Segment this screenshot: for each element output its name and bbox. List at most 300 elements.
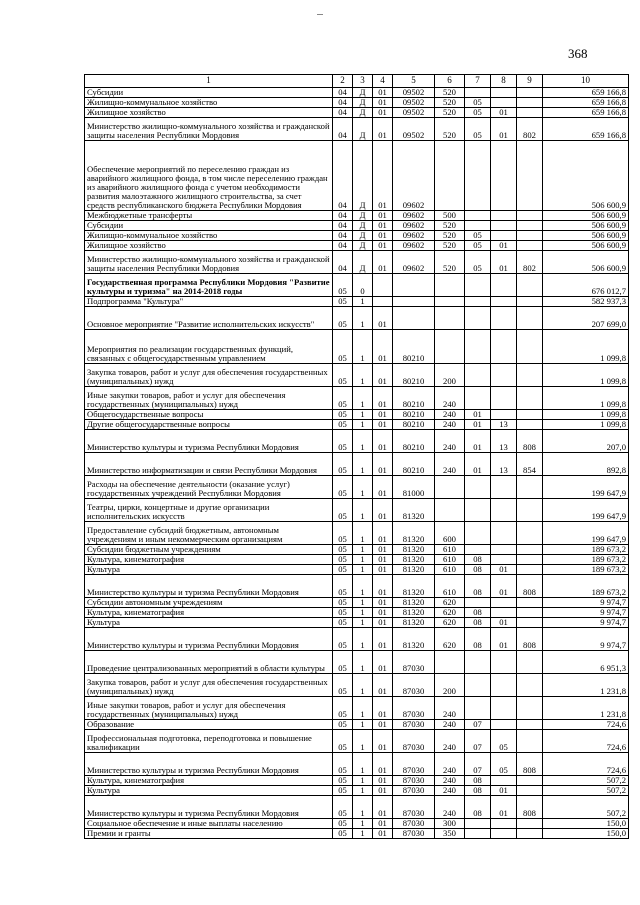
table-row — [85, 251, 629, 274]
row-code-cell: 300 — [435, 819, 465, 829]
row-sum-cell: 189 673,2 — [543, 575, 629, 598]
table-row — [85, 697, 629, 720]
row-code-cell: 1 — [353, 753, 373, 776]
row-name-cell: Профессиональная подготовка, переподготовка и повышение квалификации — [85, 730, 333, 753]
row-code-cell: 01 — [373, 608, 393, 618]
row-name-cell: Министерство культуры и туризма Республики Мордовия — [85, 753, 333, 776]
row-code-cell: 01 — [373, 231, 393, 241]
row-code-cell: Д — [353, 108, 373, 118]
table-row — [85, 221, 629, 231]
row-code-cell — [465, 598, 491, 608]
row-sum-cell: 9 974,7 — [543, 598, 629, 608]
row-name-cell: Министерство культуры и туризма Республики Мордовия — [85, 430, 333, 453]
row-sum-cell: 1 099,8 — [543, 387, 629, 410]
row-code-cell — [491, 231, 517, 241]
row-code-cell — [465, 88, 491, 98]
row-code-cell: 07 — [465, 730, 491, 753]
row-code-cell: 1 — [353, 364, 373, 387]
row-code-cell — [465, 274, 491, 297]
row-code-cell — [517, 88, 543, 98]
scan-mark — [317, 14, 323, 15]
row-code-cell: 610 — [435, 575, 465, 598]
row-sum-cell: 659 166,8 — [543, 98, 629, 108]
row-code-cell: 05 — [333, 297, 353, 307]
row-code-cell: 05 — [333, 565, 353, 575]
row-sum-cell: 507,2 — [543, 796, 629, 819]
row-code-cell: 520 — [435, 88, 465, 98]
row-sum-cell: 9 974,7 — [543, 608, 629, 618]
row-code-cell: 08 — [465, 618, 491, 628]
row-name-cell: Обеспечение мероприятий по переселению граждан из аварийного жилищного фонда, в том числе переселению граждан из аварийного жилищного фонда с учетом необходимости развития малоэтажного жилищного строительства, за счет средств республиканского бюджета Республики Мордовия — [85, 141, 333, 211]
table-row — [85, 476, 629, 499]
row-name-cell: Министерство информатизации и связи Республики Мордовия — [85, 453, 333, 476]
row-code-cell — [491, 522, 517, 545]
row-code-cell — [465, 651, 491, 674]
row-code-cell — [517, 545, 543, 555]
row-code-cell: 200 — [435, 674, 465, 697]
row-code-cell — [491, 476, 517, 499]
row-code-cell: 01 — [373, 545, 393, 555]
row-code-cell — [373, 297, 393, 307]
row-code-cell: 808 — [517, 753, 543, 776]
row-code-cell: 600 — [435, 522, 465, 545]
row-code-cell: 04 — [333, 251, 353, 274]
row-code-cell: 05 — [333, 387, 353, 410]
table-row — [85, 88, 629, 98]
row-code-cell: 1 — [353, 786, 373, 796]
table-row — [85, 241, 629, 251]
table-row — [85, 364, 629, 387]
row-code-cell — [517, 598, 543, 608]
row-code-cell: 1 — [353, 330, 373, 364]
row-code-cell: 08 — [465, 555, 491, 565]
table-row — [85, 796, 629, 819]
row-code-cell: 802 — [517, 118, 543, 141]
table-row — [85, 608, 629, 618]
row-code-cell: 620 — [435, 618, 465, 628]
row-code-cell: 08 — [465, 776, 491, 786]
row-code-cell: 81320 — [393, 499, 435, 522]
row-name-cell: Другие общегосударственные вопросы — [85, 420, 333, 430]
row-code-cell: 09502 — [393, 88, 435, 98]
row-code-cell: 350 — [435, 829, 465, 839]
table-row — [85, 499, 629, 522]
row-code-cell: 05 — [465, 98, 491, 108]
row-code-cell: 1 — [353, 453, 373, 476]
row-code-cell — [517, 499, 543, 522]
row-code-cell — [517, 565, 543, 575]
row-code-cell — [517, 720, 543, 730]
row-code-cell — [491, 221, 517, 231]
row-code-cell: 1 — [353, 499, 373, 522]
row-code-cell: 05 — [333, 730, 353, 753]
row-code-cell: 520 — [435, 98, 465, 108]
row-sum-cell: 207 699,0 — [543, 307, 629, 330]
row-code-cell: 1 — [353, 697, 373, 720]
row-code-cell: 87030 — [393, 786, 435, 796]
row-code-cell — [465, 307, 491, 330]
row-code-cell: 01 — [373, 420, 393, 430]
row-code-cell — [517, 364, 543, 387]
row-name-cell: Субсидии — [85, 221, 333, 231]
row-code-cell: 520 — [435, 241, 465, 251]
row-name-cell: Субсидии — [85, 88, 333, 98]
row-code-cell: 01 — [373, 720, 393, 730]
row-code-cell — [517, 829, 543, 839]
row-code-cell: 81320 — [393, 618, 435, 628]
row-code-cell — [517, 776, 543, 786]
row-sum-cell: 724,6 — [543, 753, 629, 776]
row-code-cell: 01 — [373, 430, 393, 453]
row-name-cell: Культура, кинематография — [85, 608, 333, 618]
row-code-cell: 80210 — [393, 430, 435, 453]
row-code-cell: 09602 — [393, 221, 435, 231]
row-sum-cell: 507,2 — [543, 776, 629, 786]
row-code-cell — [465, 221, 491, 231]
page-number: 368 — [568, 46, 588, 61]
row-sum-cell: 189 673,2 — [543, 555, 629, 565]
row-sum-cell: 506 600,9 — [543, 241, 629, 251]
row-name-cell: Межбюджетные трансферты — [85, 211, 333, 221]
row-code-cell: Д — [353, 98, 373, 108]
table-row — [85, 575, 629, 598]
table-row — [85, 108, 629, 118]
row-code-cell: 87030 — [393, 697, 435, 720]
row-code-cell: 05 — [333, 522, 353, 545]
row-code-cell: 01 — [373, 330, 393, 364]
row-name-cell: Расходы на обеспечение деятельности (оказание услуг) государственных учреждений Республики Мордовия — [85, 476, 333, 499]
table-row — [85, 829, 629, 839]
column-header: 6 — [435, 75, 465, 88]
row-name-cell: Социальное обеспечение и иные выплаты населению — [85, 819, 333, 829]
row-code-cell — [517, 387, 543, 410]
row-code-cell — [435, 330, 465, 364]
row-sum-cell: 724,6 — [543, 730, 629, 753]
row-code-cell — [465, 211, 491, 221]
row-code-cell: 01 — [373, 628, 393, 651]
row-code-cell: 05 — [333, 598, 353, 608]
row-code-cell: 1 — [353, 555, 373, 565]
row-code-cell — [491, 141, 517, 211]
row-sum-cell: 659 166,8 — [543, 88, 629, 98]
row-code-cell: 1 — [353, 608, 373, 618]
row-code-cell: 81320 — [393, 608, 435, 618]
row-code-cell — [491, 697, 517, 720]
row-name-cell: Премии и гранты — [85, 829, 333, 839]
row-code-cell: 81320 — [393, 565, 435, 575]
row-code-cell: 01 — [373, 565, 393, 575]
row-code-cell — [435, 499, 465, 522]
row-code-cell: 01 — [373, 251, 393, 274]
row-code-cell — [465, 522, 491, 545]
row-code-cell: 87030 — [393, 753, 435, 776]
row-sum-cell: 189 673,2 — [543, 565, 629, 575]
row-code-cell: Д — [353, 221, 373, 231]
row-code-cell: 05 — [333, 575, 353, 598]
row-code-cell: 09602 — [393, 211, 435, 221]
row-name-cell: Министерство жилищно-коммунального хозяйства и гражданской защиты населения Республики Мордовия — [85, 251, 333, 274]
row-code-cell — [491, 98, 517, 108]
row-code-cell: Д — [353, 231, 373, 241]
row-code-cell: 05 — [333, 364, 353, 387]
row-name-cell: Культура — [85, 565, 333, 575]
row-sum-cell: 1 099,8 — [543, 420, 629, 430]
row-sum-cell: 506 600,9 — [543, 221, 629, 231]
row-code-cell: 1 — [353, 829, 373, 839]
row-sum-cell: 9 974,7 — [543, 628, 629, 651]
row-sum-cell: 199 647,9 — [543, 499, 629, 522]
table-row — [85, 651, 629, 674]
row-code-cell — [435, 307, 465, 330]
row-code-cell: 87030 — [393, 720, 435, 730]
row-code-cell: 01 — [373, 364, 393, 387]
row-code-cell — [491, 88, 517, 98]
row-name-cell: Жилищно-коммунальное хозяйство — [85, 231, 333, 241]
row-name-cell: Основное мероприятие "Развитие исполнительских искусств" — [85, 307, 333, 330]
row-code-cell: 05 — [333, 628, 353, 651]
row-code-cell: 1 — [353, 297, 373, 307]
row-code-cell — [465, 330, 491, 364]
row-code-cell: 80210 — [393, 330, 435, 364]
table-row — [85, 628, 629, 651]
row-code-cell: 05 — [333, 608, 353, 618]
column-header: 1 — [85, 75, 333, 88]
row-code-cell: 200 — [435, 364, 465, 387]
row-code-cell: 09502 — [393, 108, 435, 118]
row-code-cell: 01 — [373, 211, 393, 221]
row-code-cell: 04 — [333, 241, 353, 251]
row-code-cell: 808 — [517, 796, 543, 819]
budget-table — [84, 74, 629, 839]
row-code-cell: 05 — [333, 476, 353, 499]
row-code-cell — [491, 297, 517, 307]
table-row — [85, 618, 629, 628]
row-code-cell: 01 — [373, 618, 393, 628]
row-code-cell — [517, 786, 543, 796]
row-code-cell — [435, 476, 465, 499]
table-row — [85, 420, 629, 430]
row-code-cell — [517, 410, 543, 420]
row-code-cell: 0 — [353, 274, 373, 297]
row-code-cell: 05 — [333, 819, 353, 829]
row-code-cell: 01 — [373, 651, 393, 674]
row-code-cell: 01 — [373, 88, 393, 98]
row-code-cell: 04 — [333, 211, 353, 221]
row-code-cell: 01 — [465, 420, 491, 430]
row-code-cell: 13 — [491, 430, 517, 453]
row-code-cell — [373, 274, 393, 297]
row-code-cell: 81000 — [393, 476, 435, 499]
row-code-cell — [517, 651, 543, 674]
row-code-cell: Д — [353, 118, 373, 141]
row-code-cell: 04 — [333, 118, 353, 141]
table-row — [85, 453, 629, 476]
row-code-cell: 01 — [491, 565, 517, 575]
row-code-cell: 09602 — [393, 251, 435, 274]
table-body — [85, 88, 629, 839]
row-code-cell: 04 — [333, 221, 353, 231]
row-name-cell: Министерство культуры и туризма Республики Мордовия — [85, 796, 333, 819]
row-name-cell: Образование — [85, 720, 333, 730]
row-code-cell — [491, 829, 517, 839]
row-code-cell: 01 — [373, 108, 393, 118]
row-code-cell: 08 — [465, 796, 491, 819]
row-code-cell: 01 — [465, 410, 491, 420]
row-code-cell: 01 — [491, 251, 517, 274]
row-name-cell: Жилищное хозяйство — [85, 241, 333, 251]
row-sum-cell: 676 012,7 — [543, 274, 629, 297]
row-code-cell: 01 — [373, 98, 393, 108]
row-code-cell — [491, 330, 517, 364]
table-row — [85, 720, 629, 730]
row-code-cell: 01 — [373, 674, 393, 697]
row-sum-cell: 199 647,9 — [543, 522, 629, 545]
row-code-cell: 05 — [333, 410, 353, 420]
row-code-cell — [393, 297, 435, 307]
row-code-cell: 05 — [491, 753, 517, 776]
row-sum-cell: 506 600,9 — [543, 231, 629, 241]
row-code-cell: 01 — [373, 819, 393, 829]
row-code-cell: 1 — [353, 628, 373, 651]
row-code-cell — [465, 545, 491, 555]
row-code-cell: 05 — [333, 430, 353, 453]
row-code-cell: 1 — [353, 430, 373, 453]
table-row — [85, 274, 629, 297]
row-code-cell: 04 — [333, 141, 353, 211]
column-header: 4 — [373, 75, 393, 88]
row-code-cell — [491, 211, 517, 221]
row-code-cell — [491, 499, 517, 522]
row-code-cell: 01 — [373, 555, 393, 565]
row-code-cell — [517, 297, 543, 307]
row-name-cell: Общегосударственные вопросы — [85, 410, 333, 420]
row-code-cell: 520 — [435, 108, 465, 118]
row-code-cell: 05 — [465, 108, 491, 118]
row-code-cell: 80210 — [393, 453, 435, 476]
row-code-cell: 01 — [373, 575, 393, 598]
row-code-cell: 04 — [333, 231, 353, 241]
column-header: 8 — [491, 75, 517, 88]
row-name-cell: Подпрограмма "Культура" — [85, 297, 333, 307]
row-code-cell: 05 — [333, 829, 353, 839]
row-name-cell: Культура, кинематография — [85, 776, 333, 786]
row-code-cell: 13 — [491, 420, 517, 430]
row-name-cell: Иные закупки товаров, работ и услуг для обеспечения государственных (муниципальных) нужд — [85, 387, 333, 410]
column-header: 2 — [333, 75, 353, 88]
row-code-cell: 500 — [435, 211, 465, 221]
row-code-cell: 01 — [373, 829, 393, 839]
row-code-cell: 802 — [517, 251, 543, 274]
row-sum-cell: 724,6 — [543, 720, 629, 730]
row-code-cell: 240 — [435, 720, 465, 730]
row-code-cell: 01 — [465, 430, 491, 453]
row-sum-cell: 507,2 — [543, 786, 629, 796]
row-code-cell: 04 — [333, 108, 353, 118]
row-code-cell: 07 — [465, 720, 491, 730]
row-code-cell: 610 — [435, 565, 465, 575]
row-code-cell — [517, 730, 543, 753]
row-code-cell: 87030 — [393, 651, 435, 674]
row-code-cell: 87030 — [393, 819, 435, 829]
table-row — [85, 776, 629, 786]
row-name-cell: Жилищно-коммунальное хозяйство — [85, 98, 333, 108]
row-code-cell: Д — [353, 88, 373, 98]
row-code-cell: 05 — [333, 753, 353, 776]
row-code-cell: 01 — [373, 410, 393, 420]
row-code-cell: Д — [353, 241, 373, 251]
row-code-cell: 05 — [333, 651, 353, 674]
row-code-cell — [517, 98, 543, 108]
row-code-cell — [517, 522, 543, 545]
row-code-cell: 1 — [353, 618, 373, 628]
row-code-cell: 01 — [491, 575, 517, 598]
row-code-cell: 1 — [353, 674, 373, 697]
row-name-cell: Министерство культуры и туризма Республики Мордовия — [85, 628, 333, 651]
row-code-cell: 520 — [435, 118, 465, 141]
row-code-cell: Д — [353, 141, 373, 211]
row-code-cell: 1 — [353, 545, 373, 555]
row-code-cell: 05 — [491, 730, 517, 753]
row-name-cell: Культура — [85, 618, 333, 628]
row-code-cell — [491, 387, 517, 410]
row-code-cell: 01 — [373, 730, 393, 753]
row-sum-cell: 9 974,7 — [543, 618, 629, 628]
table-row — [85, 231, 629, 241]
row-code-cell: 08 — [465, 608, 491, 618]
row-name-cell: Закупка товаров, работ и услуг для обеспечения государственных (муниципальных) нужд — [85, 674, 333, 697]
row-sum-cell: 207,0 — [543, 430, 629, 453]
row-sum-cell: 1 099,8 — [543, 364, 629, 387]
row-code-cell: 520 — [435, 251, 465, 274]
row-code-cell: 80210 — [393, 410, 435, 420]
row-code-cell: 05 — [465, 231, 491, 241]
row-code-cell: 01 — [491, 118, 517, 141]
row-code-cell: 01 — [373, 776, 393, 786]
table-row — [85, 211, 629, 221]
row-code-cell — [517, 211, 543, 221]
row-code-cell: 80210 — [393, 364, 435, 387]
row-code-cell: 01 — [373, 241, 393, 251]
table-row — [85, 545, 629, 555]
row-code-cell: 01 — [491, 241, 517, 251]
table-row — [85, 141, 629, 211]
row-code-cell — [491, 598, 517, 608]
row-code-cell: 01 — [491, 618, 517, 628]
table-row — [85, 786, 629, 796]
row-code-cell: 01 — [373, 476, 393, 499]
row-name-cell: Иные закупки товаров, работ и услуг для обеспечения государственных (муниципальных) нужд — [85, 697, 333, 720]
row-code-cell — [393, 274, 435, 297]
row-code-cell: 520 — [435, 231, 465, 241]
row-sum-cell: 199 647,9 — [543, 476, 629, 499]
row-code-cell — [517, 274, 543, 297]
row-code-cell — [491, 364, 517, 387]
row-code-cell — [517, 108, 543, 118]
row-code-cell — [517, 330, 543, 364]
row-code-cell: 08 — [465, 575, 491, 598]
row-code-cell: Д — [353, 251, 373, 274]
table-row — [85, 98, 629, 108]
row-code-cell — [517, 608, 543, 618]
row-code-cell: 05 — [333, 786, 353, 796]
table-row — [85, 753, 629, 776]
row-code-cell — [517, 307, 543, 330]
row-code-cell — [517, 819, 543, 829]
row-code-cell — [491, 720, 517, 730]
row-code-cell: 05 — [465, 251, 491, 274]
row-code-cell: 240 — [435, 410, 465, 420]
row-code-cell: 1 — [353, 307, 373, 330]
